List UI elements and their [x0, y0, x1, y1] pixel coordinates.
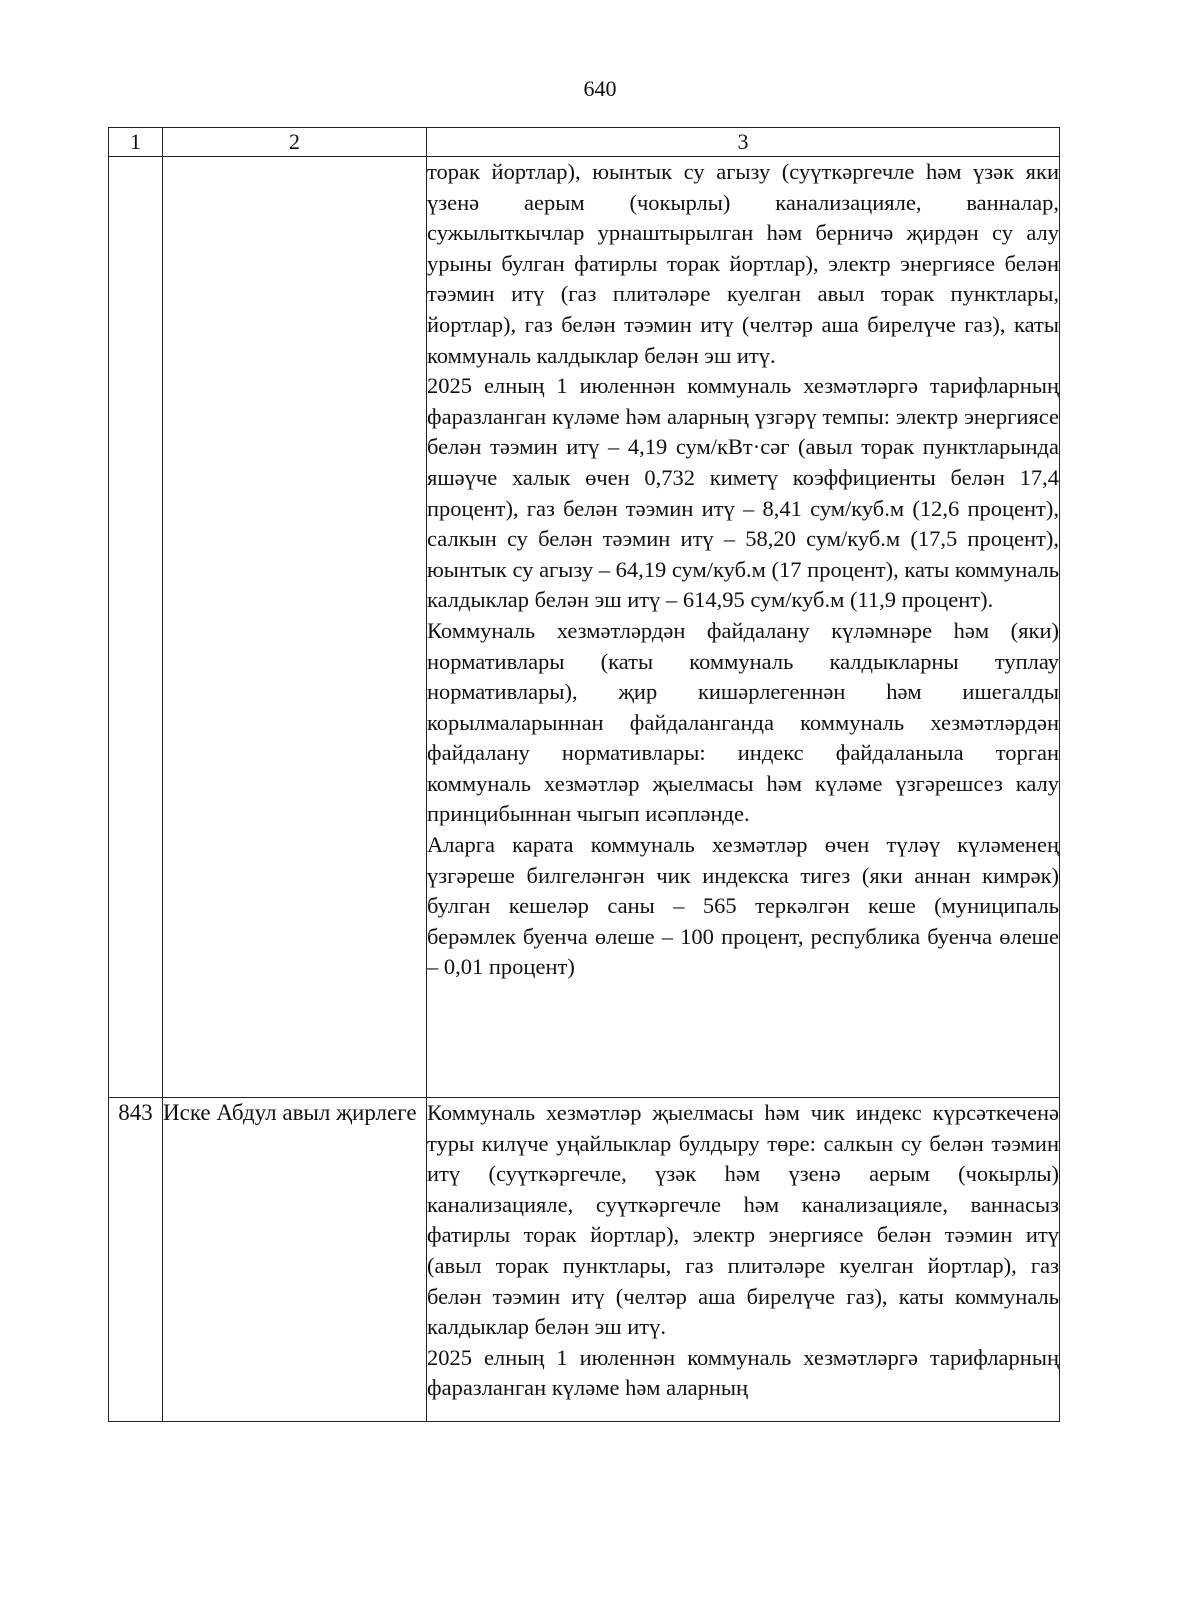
settlement-name: Иске Абдул авыл җирлеге — [163, 1098, 427, 1422]
column-header-1: 1 — [109, 128, 163, 157]
settlement-name — [163, 157, 427, 1098]
description-paragraph: Коммуналь хезмәтләрдән файдалану күләмнәре һәм (яки) нормативлары (каты коммуналь калдыкларны туплау нормативлары), җир кишәрлегеннән һәм ишегалды корылмаларыннан файдаланганда коммуналь хезмәтләрдән файдалану нормативлары: индекс файдаланыла торган коммуналь хезмәтләр җыелмасы һәм күләме үзгәрешсез калу принцибыннан чыгып исәпләнде. — [427, 617, 1059, 827]
table-row — [109, 1098, 1060, 1422]
municipal-table — [108, 127, 1060, 1422]
page-number: 640 — [583, 76, 617, 101]
column-header-2: 2 — [163, 128, 427, 157]
table-header-row — [109, 128, 1060, 157]
row-number: 843 — [109, 1098, 163, 1422]
description-paragraph: 2025 елның 1 июленнән коммуналь хезмәтләргә тарифларның фаразланган күләме һәм аларның — [427, 1344, 1059, 1401]
description-paragraph: Коммуналь хезмәтләр җыелмасы һәм чик индекс күрсәткеченә туры килүче уңайлыклар булдыру төре: салкын су белән тәэмин итү (суүткәргечле, үзәк һәм үзенә аерым (чокырлы) канализацияле, суүткәргечле һәм канализацияле, ваннасыз фатирлы торак йортлар), электр энергиясе белән тәэмин итү (авыл торак пунктлары, газ плитәләре куелган йортлар), газ белән тәэмин итү (челтәр аша бирелүче газ), каты коммуналь калдыклар белән эш итү. — [427, 1100, 1059, 1340]
description-paragraph: Аларга карата коммуналь хезмәтләр өчен түләү күләменең үзгәреше билгеләнгән чик индекска тигез (яки аннан кимрәк) булган кешеләр саны – 565 теркәлгән кеше (муниципаль берәмлек буенча өлеше – 100 процент, республика буенча өлеше – 0,01 процент) — [427, 832, 1059, 980]
table-row — [109, 157, 1060, 1098]
description-paragraph: торак йортлар), юынтык су агызу (суүткәргечле һәм үзәк яки үзенә аерым (чокырлы) канализацияле, ванналар, сужылыткычлар урнаштырылган һәм берничә җирдән су алу урыны булган фатирлы торак йортлар), электр энергиясе белән тәэмин итү (газ плитәләре куелган авыл торак пунктлары, йортлар), газ белән тәэмин итү (челтәр аша бирелүче газ), каты коммуналь калдыклар белән эш итү. — [427, 159, 1059, 368]
column-header-3: 3 — [427, 128, 1060, 157]
description-cell — [427, 1098, 1060, 1422]
description-paragraph: 2025 елның 1 июленнән коммуналь хезмәтләргә тарифларның фаразланган күләме һәм аларның үзгәрү темпы: электр энергиясе белән тәэмин итү – 4,19 сум/кВт·сәг (авыл торак пунктларында яшәүче халык өчен 0,732 киметү коэффициенты белән 17,4 процент), газ белән тәэмин итү – 8,41 сум/куб.м (12,6 процент), салкын су белән тәэмин итү – 58,20 сум/куб.м (17,5 процент), юынтык су агызу – 64,19 сум/куб.м (17 процент), каты коммуналь калдыклар белән эш итү – 614,95 сум/куб.м (11,9 процент). — [427, 373, 1059, 613]
row-number — [109, 157, 163, 1098]
description-cell — [427, 157, 1060, 1098]
